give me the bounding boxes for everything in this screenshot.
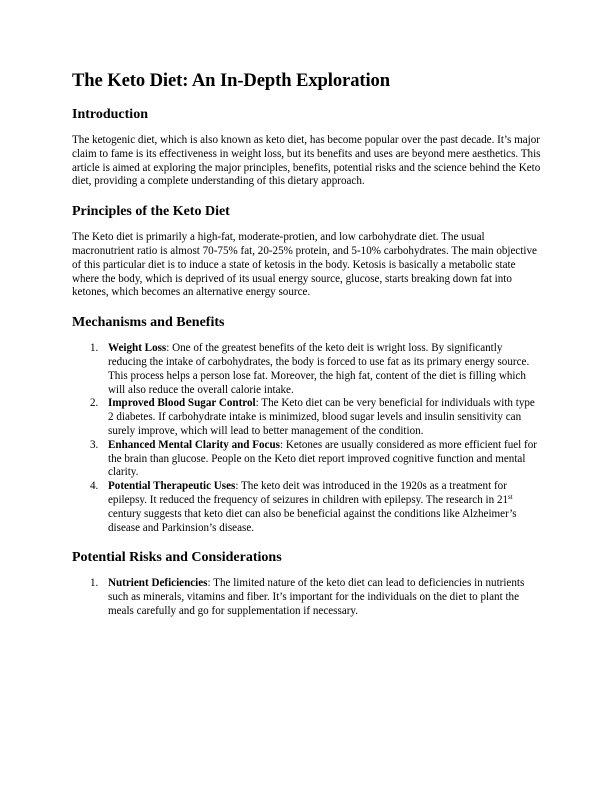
list-item-text: : The limited nature of the keto diet can lead to deficiencies in nutrients such as minerals, vitamins and fiber. It’s important for the individuals on the diet to plant the meals carefully and go for supplementation if necessary. <box>108 577 525 617</box>
section-risks <box>72 549 542 618</box>
section-paragraph: The Keto diet is primarily a high-fat, moderate-protien, and low carbohydrate diet. The usual macronutrient ratio is almost 70-75% fat, 20-25% protein, and 5-10% carbohydrates. The main objective of this particular diet is to induce a state of ketosis in the body. Ketosis is basically a metabolic state where the body, which is deprived of its usual energy source, glucose, starts breaking down fat into ketones, which becomes an alternative energy source. <box>72 231 537 299</box>
risks-list <box>72 577 542 618</box>
list-item-term: Nutrient Deficiencies <box>108 577 208 590</box>
list-item <box>72 342 542 397</box>
superscript: st <box>508 492 513 501</box>
section-principles <box>72 203 542 300</box>
section-heading: Mechanisms and Benefits <box>72 315 225 331</box>
benefits-list <box>72 342 542 535</box>
list-item-text: century suggests that keto diet can also be beneficial against the conditions like Alzheimer’s disease and Parkinsion’s disease. <box>108 507 517 534</box>
document-title: The Keto Diet: An In-Depth Exploration <box>72 70 390 91</box>
list-item <box>72 577 542 618</box>
section-mechanisms-benefits <box>72 314 542 535</box>
section-paragraph: The ketogenic diet, which is also known as keto diet, has become popular over the past decade. It’s major claim to fame is its effectiveness in weight loss, but its benefits and uses are beyond mere aesthetics. This article is aimed at exploring the major principles, benefits, potential risks and the science behind the Keto diet, providing a complete understanding of this dietary approach. <box>72 134 541 188</box>
list-item-text: : The Keto diet can be very beneficial for individuals with type 2 diabetes. If carbohydrate intake is minimized, blood sugar levels and insulin sensitivity can surely improve, which will lead to better management of the condition. <box>108 397 535 437</box>
list-item-text: : One of the greatest benefits of the keto deit is wright loss. By significantly reducing the intake of carbohydrates, the body is forced to use fat as its primary energy source. This process helps a person lose fat. Moreover, the high fat, content of the diet is filling which will also reduce the overall calorie intake. <box>108 342 530 396</box>
list-number: 4. <box>90 480 99 493</box>
list-number: 1. <box>90 577 99 590</box>
list-item-text: : Ketones are usually considered as more efficient fuel for the brain than glucose. People on the Keto diet report improved cognitive function and mental clarity. <box>108 438 537 479</box>
list-number: 3. <box>90 438 99 451</box>
section-heading: Introduction <box>72 107 148 122</box>
section-heading: Principles of the Keto Diet <box>72 204 230 220</box>
list-item <box>72 397 542 438</box>
list-item-text: : The keto deit was introduced in the 1920s as a treatment for epilepsy. It reduced the frequency of seizures in children with epilepsy. The research in 21 <box>108 480 509 506</box>
list-item-term: Weight Loss <box>108 342 167 355</box>
document-page <box>72 70 542 633</box>
list-item <box>72 480 542 535</box>
section-heading: Potential Risks and Considerations <box>72 550 282 566</box>
list-item <box>72 439 542 480</box>
list-item-term: Improved Blood Sugar Control <box>108 397 256 410</box>
list-number: 2. <box>90 397 99 410</box>
list-item-term: Enhanced Mental Clarity and Focus <box>108 438 280 451</box>
list-number: 1. <box>90 342 99 355</box>
section-introduction <box>72 106 542 189</box>
list-item-term: Potential Therapeutic Uses <box>108 480 236 493</box>
